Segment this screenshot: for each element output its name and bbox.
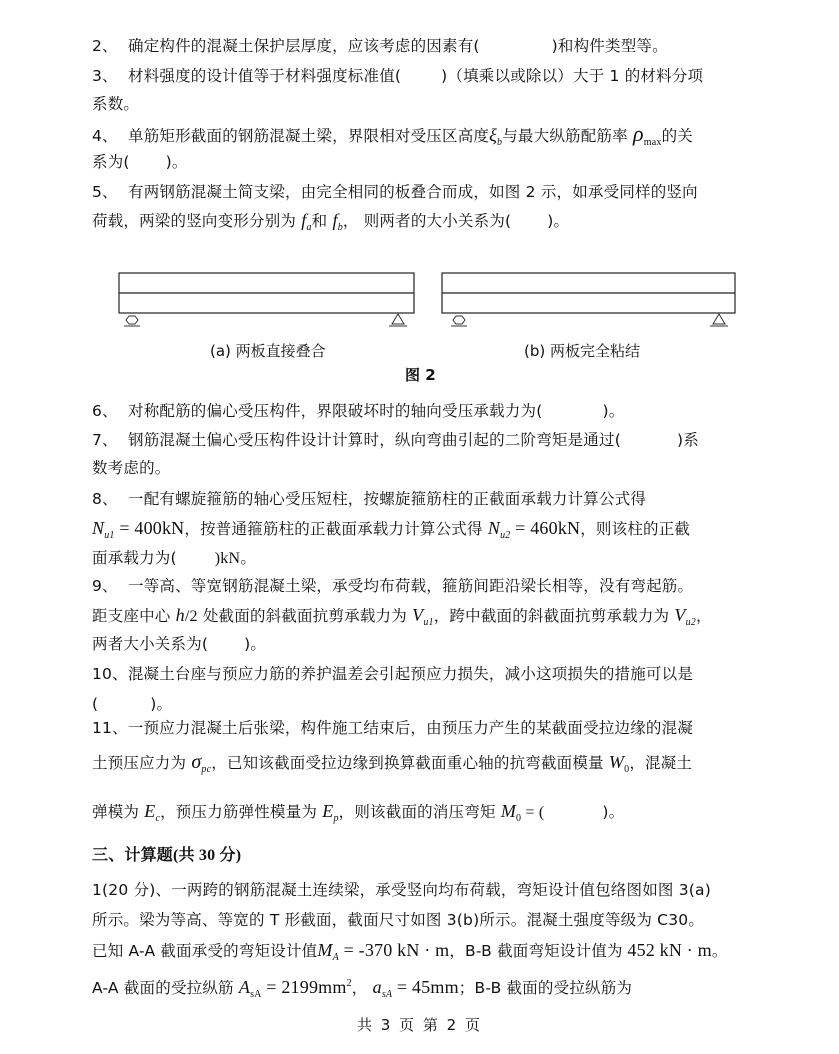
- question-7: 7、 钢筋混凝土偏心受压构件设计计算时，纵向弯曲引起的二阶弯矩是通过( )系: [92, 431, 699, 449]
- question-5-cont: 荷载，两梁的竖向变形分别为 $f_a$和 $f_b$， 则两者的大小关系为( )。: [92, 210, 570, 233]
- question-9-cont2: 两者大小关系为( )。: [92, 635, 267, 653]
- question-8-cont2: 面承载力为( )kN。: [92, 549, 257, 567]
- page-footer: 共 3 页 第 2 页: [357, 1016, 482, 1034]
- question-10: 10、混凝土台座与预应力筋的养护温差会引起预应力损失，减小这项损失的措施可以是: [92, 665, 694, 683]
- question-11-cont2: 弹模为 $E_c$，预压力筋弹性模量为 $E_p$，则该截面的消压弯矩 $M_0$ = ( )。: [92, 801, 625, 824]
- roller-support-icon: [451, 316, 467, 326]
- question-9-cont: 距支座中心 h/2 处截面的斜截面抗剪承载力为 $V_{u1}$，跨中截面的斜截面抗剪承载力为 $V_{u2}$，: [92, 605, 712, 628]
- question-7-cont: 数考虑的。: [92, 459, 171, 477]
- question-3: 3、 材料强度的设计值等于材料强度标准值( )（填乘以或除以）大于 1 的材料分项: [92, 67, 704, 85]
- figure-2-label: 图 2: [405, 366, 436, 384]
- question-8-cont: $N_{u1} = 400kN$，按普通箍筋柱的正截面承载力计算公式得 $N_{u2} = 460kN$，则该柱的正截: [92, 518, 691, 541]
- question-5: 5、 有两钢筋混凝土简支梁，由完全相同的板叠合而成，如图 2 示，如承受同样的竖向: [92, 183, 698, 201]
- question-11-cont: 土预压应力为 $\sigma_{pc}$，已知该截面受拉边缘到换算截面重心轴的抗弯截面模量 $W_0$，混凝土: [92, 751, 693, 775]
- figure-2a-beam: [112, 270, 422, 332]
- section-3-title: 三、计算题(共 30 分): [92, 847, 242, 864]
- question-3-cont: 系数。: [92, 95, 140, 113]
- calc-1-line-3: 已知 A-A 截面承受的弯矩设计值$M_A = -370$ kN · m，B-B 截面弯矩设计值为 452 kN · m。: [92, 940, 728, 963]
- calc-1-line-1: 1(20 分)、一两跨的钢筋混凝土连续梁，承受竖向均布荷载，弯矩设计值包络图如图 3(a): [92, 881, 711, 899]
- question-2: 2、 确定构件的混凝土保护层厚度，应该考虑的因素有( )和构件类型等。: [92, 37, 668, 55]
- question-9: 9、 一等高、等宽钢筋混凝土梁，承受均布荷载，箍筋间距沿梁长相等，没有弯起筋。: [92, 577, 694, 595]
- question-10-cont: ( )。: [92, 695, 173, 713]
- calc-1-line-2: 所示。梁为等高、等宽的 T 形截面，截面尺寸如图 3(b)所示。混凝土强度等级为 C30。: [92, 911, 705, 929]
- question-4: 4、 单筋矩形截面的钢筋混凝土梁，界限相对受压区高度$\xi_b$与最大纵筋配筋率 $\rho_{max}$的关: [92, 121, 693, 148]
- figure-2b-beam: [436, 270, 746, 332]
- roller-support-icon: [124, 316, 140, 326]
- question-6: 6、 对称配筋的偏心受压构件，界限破坏时的轴向受压承载力为( )。: [92, 402, 625, 420]
- question-11: 11、一预应力混凝土后张梁，构件施工结束后，由预压力产生的某截面受拉边缘的混凝: [92, 719, 694, 737]
- calc-1-line-4: A-A 截面的受拉纵筋 $A_{sA} = 2199mm^2$， $a_{sA} = 45mm$；B-B 截面的受拉纵筋为: [92, 977, 633, 1000]
- figure-2a-caption: (a) 两板直接叠合: [210, 342, 326, 360]
- pin-support-icon: [710, 314, 728, 326]
- pin-support-icon: [389, 314, 407, 326]
- question-4-cont: 系为( )。: [92, 153, 188, 171]
- figure-2b-caption: (b) 两板完全粘结: [524, 342, 640, 360]
- question-8: 8、 一配有螺旋箍筋的轴心受压短柱，按螺旋箍筋柱的正截面承载力计算公式得: [92, 490, 647, 508]
